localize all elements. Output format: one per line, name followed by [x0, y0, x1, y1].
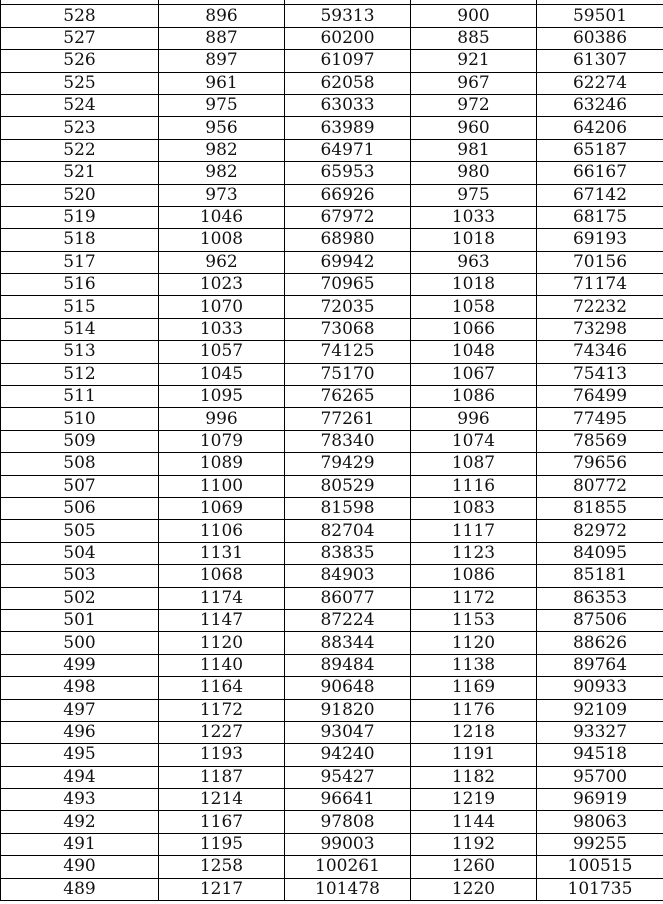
table-cell: 972: [411, 94, 537, 116]
table-cell: 89484: [285, 654, 411, 676]
table-row: [1, 318, 663, 340]
table-cell: 1116: [411, 475, 537, 497]
table-cell: 64206: [537, 117, 663, 139]
table-row: [1, 721, 663, 743]
table-row: [1, 453, 663, 475]
table-cell: 63246: [537, 94, 663, 116]
table-cell: 66167: [537, 162, 663, 184]
table-cell: 996: [411, 408, 537, 430]
table-cell: 1258: [159, 856, 285, 878]
table-cell: 887: [159, 27, 285, 49]
table-cell: 502: [1, 587, 159, 609]
table-cell: 503: [1, 565, 159, 587]
table-cell: 1079: [159, 430, 285, 452]
table-cell: 1120: [411, 632, 537, 654]
table-cell: 963: [411, 251, 537, 273]
table-cell: 1057: [159, 341, 285, 363]
table-cell: 513: [1, 341, 159, 363]
table-cell: 507: [1, 475, 159, 497]
table-cell: 1172: [159, 699, 285, 721]
table-row: [1, 296, 663, 318]
table-cell: 74125: [285, 341, 411, 363]
table-cell: 492: [1, 811, 159, 833]
table-cell: 77495: [537, 408, 663, 430]
table-cell: 506: [1, 497, 159, 519]
table-row: [1, 677, 663, 699]
table-cell: 75170: [285, 363, 411, 385]
table-cell: 79429: [285, 453, 411, 475]
table-row: [1, 699, 663, 721]
score-table-body: [1, 0, 663, 901]
table-cell: 1018: [411, 274, 537, 296]
table-cell: 523: [1, 117, 159, 139]
table-cell: 62274: [537, 72, 663, 94]
table-cell: 1046: [159, 206, 285, 228]
table-row: [1, 766, 663, 788]
table-cell: 69942: [285, 251, 411, 273]
table-row: [1, 789, 663, 811]
table-cell: 1095: [159, 386, 285, 408]
table-cell: 75413: [537, 363, 663, 385]
table-cell: 1058: [411, 296, 537, 318]
table-cell: 493: [1, 789, 159, 811]
table-cell: 500: [1, 632, 159, 654]
table-cell: 1260: [411, 856, 537, 878]
table-cell: 100515: [537, 856, 663, 878]
table-cell: 72232: [537, 296, 663, 318]
table-cell: 973: [159, 184, 285, 206]
table-cell: 956: [159, 117, 285, 139]
table-cell: 90933: [537, 677, 663, 699]
table-cell: 88626: [537, 632, 663, 654]
table-cell: 90648: [285, 677, 411, 699]
table-cell: 522: [1, 139, 159, 161]
table-cell: 1217: [159, 878, 285, 900]
table-cell: 1192: [411, 833, 537, 855]
table-cell: 1074: [411, 430, 537, 452]
table-cell: 975: [159, 94, 285, 116]
table-cell: 996: [159, 408, 285, 430]
table-cell: 71174: [537, 274, 663, 296]
table-cell: 961: [159, 72, 285, 94]
table-cell: 980: [411, 162, 537, 184]
table-cell: 101478: [285, 878, 411, 900]
table-cell: 1069: [159, 497, 285, 519]
table-cell: 87224: [285, 609, 411, 631]
table-cell: 1227: [159, 721, 285, 743]
table-cell: 72035: [285, 296, 411, 318]
table-cell: 490: [1, 856, 159, 878]
table-cell: 88344: [285, 632, 411, 654]
table-cell: 97808: [285, 811, 411, 833]
table-cell: 95700: [537, 766, 663, 788]
table-cell: 69193: [537, 229, 663, 251]
table-cell: 62058: [285, 72, 411, 94]
table-cell: 63033: [285, 94, 411, 116]
table-cell: 1193: [159, 744, 285, 766]
table-cell: 1100: [159, 475, 285, 497]
table-cell: 1066: [411, 318, 537, 340]
table-cell: 498: [1, 677, 159, 699]
table-cell: 967: [411, 72, 537, 94]
table-cell: 505: [1, 520, 159, 542]
table-cell: 897: [159, 50, 285, 72]
table-cell: 518: [1, 229, 159, 251]
table-cell: 1218: [411, 721, 537, 743]
table-row: [1, 251, 663, 273]
table-cell: 520: [1, 184, 159, 206]
table-row: [1, 184, 663, 206]
table-row: [1, 94, 663, 116]
table-cell: 497: [1, 699, 159, 721]
table-row: [1, 587, 663, 609]
table-cell: 81855: [537, 497, 663, 519]
table-cell: 1219: [411, 789, 537, 811]
table-cell: 84095: [537, 542, 663, 564]
table-cell: 67972: [285, 206, 411, 228]
table-cell: 491: [1, 833, 159, 855]
table-cell: 59501: [537, 5, 663, 27]
table-row: [1, 430, 663, 452]
table-cell: 86077: [285, 587, 411, 609]
table-cell: 885: [411, 27, 537, 49]
table-row: [1, 5, 663, 27]
table-row: [1, 274, 663, 296]
table-cell: 896: [159, 5, 285, 27]
table-cell: 61307: [537, 50, 663, 72]
table-cell: 526: [1, 50, 159, 72]
table-cell: 82972: [537, 520, 663, 542]
table-cell: 76265: [285, 386, 411, 408]
table-cell: 59313: [285, 5, 411, 27]
table-cell: 921: [411, 50, 537, 72]
table-cell: 1070: [159, 296, 285, 318]
table-cell: 1106: [159, 520, 285, 542]
table-cell: 63989: [285, 117, 411, 139]
table-cell: 1083: [411, 497, 537, 519]
table-cell: 962: [159, 251, 285, 273]
table-cell: 982: [159, 139, 285, 161]
table-cell: 1033: [411, 206, 537, 228]
table-row: [1, 363, 663, 385]
table-cell: 1169: [411, 677, 537, 699]
table-cell: 489: [1, 878, 159, 900]
table-cell: 510: [1, 408, 159, 430]
table-cell: 1220: [411, 878, 537, 900]
table-cell: 1182: [411, 766, 537, 788]
table-cell: 79656: [537, 453, 663, 475]
table-cell: 67142: [537, 184, 663, 206]
table-cell: 94518: [537, 744, 663, 766]
table-cell: 511: [1, 386, 159, 408]
table-row: [1, 856, 663, 878]
table-cell: 82704: [285, 520, 411, 542]
table-row: [1, 632, 663, 654]
table-cell: 78569: [537, 430, 663, 452]
table-cell: 1067: [411, 363, 537, 385]
table-cell: 65953: [285, 162, 411, 184]
table-cell: 975: [411, 184, 537, 206]
table-cell: 87506: [537, 609, 663, 631]
table-cell: 73068: [285, 318, 411, 340]
table-cell: 96919: [537, 789, 663, 811]
table-cell: 960: [411, 117, 537, 139]
table-cell: 1117: [411, 520, 537, 542]
table-cell: 1123: [411, 542, 537, 564]
table-cell: 100261: [285, 856, 411, 878]
table-row: [1, 139, 663, 161]
table-cell: 525: [1, 72, 159, 94]
table-row: [1, 542, 663, 564]
table-row: [1, 833, 663, 855]
table-cell: 1147: [159, 609, 285, 631]
table-cell: 1176: [411, 699, 537, 721]
table-cell: 60386: [537, 27, 663, 49]
table-cell: 495: [1, 744, 159, 766]
table-cell: 524: [1, 94, 159, 116]
table-cell: 514: [1, 318, 159, 340]
table-cell: 501: [1, 609, 159, 631]
table-cell: 1131: [159, 542, 285, 564]
table-cell: 1167: [159, 811, 285, 833]
table-cell: 496: [1, 721, 159, 743]
table-cell: 78340: [285, 430, 411, 452]
table-row: [1, 497, 663, 519]
table-cell: 517: [1, 251, 159, 273]
table-cell: 68175: [537, 206, 663, 228]
table-cell: 85181: [537, 565, 663, 587]
table-cell: 99003: [285, 833, 411, 855]
table-cell: 99255: [537, 833, 663, 855]
table-row: [1, 654, 663, 676]
table-cell: 1191: [411, 744, 537, 766]
table-cell: 1023: [159, 274, 285, 296]
table-cell: 1214: [159, 789, 285, 811]
table-cell: 1089: [159, 453, 285, 475]
table-cell: 900: [411, 5, 537, 27]
table-cell: 70965: [285, 274, 411, 296]
table-row: [1, 50, 663, 72]
table-cell: 1033: [159, 318, 285, 340]
table-cell: 1048: [411, 341, 537, 363]
table-cell: 512: [1, 363, 159, 385]
table-cell: 499: [1, 654, 159, 676]
table-cell: 93047: [285, 721, 411, 743]
table-cell: 86353: [537, 587, 663, 609]
table-cell: 516: [1, 274, 159, 296]
table-cell: 1153: [411, 609, 537, 631]
table-cell: 66926: [285, 184, 411, 206]
table-cell: 1138: [411, 654, 537, 676]
table-cell: 1174: [159, 587, 285, 609]
table-cell: 84903: [285, 565, 411, 587]
table-cell: 1008: [159, 229, 285, 251]
table-cell: 65187: [537, 139, 663, 161]
table-cell: 83835: [285, 542, 411, 564]
table-cell: 527: [1, 27, 159, 49]
table-cell: 77261: [285, 408, 411, 430]
table-row: [1, 72, 663, 94]
table-cell: 89764: [537, 654, 663, 676]
table-row: [1, 117, 663, 139]
table-cell: 80772: [537, 475, 663, 497]
table-cell: 81598: [285, 497, 411, 519]
table-cell: 519: [1, 206, 159, 228]
table-cell: 64971: [285, 139, 411, 161]
table-cell: 528: [1, 5, 159, 27]
table-row: [1, 609, 663, 631]
table-row: [1, 811, 663, 833]
table-row: [1, 386, 663, 408]
table-cell: 1087: [411, 453, 537, 475]
table-cell: 508: [1, 453, 159, 475]
table-row: [1, 162, 663, 184]
table-cell: 1187: [159, 766, 285, 788]
table-cell: 101735: [537, 878, 663, 900]
table-cell: 91820: [285, 699, 411, 721]
table-row: [1, 475, 663, 497]
table-cell: 1164: [159, 677, 285, 699]
table-cell: 515: [1, 296, 159, 318]
table-cell: 94240: [285, 744, 411, 766]
table-row: [1, 744, 663, 766]
table-cell: 98063: [537, 811, 663, 833]
table-row: [1, 565, 663, 587]
table-cell: 76499: [537, 386, 663, 408]
table-row: [1, 341, 663, 363]
table-cell: 96641: [285, 789, 411, 811]
table-cell: 74346: [537, 341, 663, 363]
table-cell: 93327: [537, 721, 663, 743]
table-row: [1, 206, 663, 228]
table-cell: 1068: [159, 565, 285, 587]
table-cell: 1086: [411, 565, 537, 587]
table-cell: 1144: [411, 811, 537, 833]
table-cell: 92109: [537, 699, 663, 721]
table-cell: 1195: [159, 833, 285, 855]
table-cell: 521: [1, 162, 159, 184]
table-row: [1, 229, 663, 251]
table-cell: 982: [159, 162, 285, 184]
table-row: [1, 408, 663, 430]
table-cell: 494: [1, 766, 159, 788]
table-cell: 95427: [285, 766, 411, 788]
table-cell: 1045: [159, 363, 285, 385]
table-cell: 61097: [285, 50, 411, 72]
table-row: [1, 878, 663, 900]
table-cell: 1140: [159, 654, 285, 676]
table-cell: 73298: [537, 318, 663, 340]
table-cell: 1018: [411, 229, 537, 251]
table-cell: 981: [411, 139, 537, 161]
table-cell: 1086: [411, 386, 537, 408]
table-row: [1, 27, 663, 49]
table-cell: 68980: [285, 229, 411, 251]
table-cell: 60200: [285, 27, 411, 49]
table-cell: 80529: [285, 475, 411, 497]
table-cell: 1120: [159, 632, 285, 654]
table-cell: 504: [1, 542, 159, 564]
table-cell: 1172: [411, 587, 537, 609]
table-row: [1, 520, 663, 542]
table-cell: 509: [1, 430, 159, 452]
table-cell: 70156: [537, 251, 663, 273]
